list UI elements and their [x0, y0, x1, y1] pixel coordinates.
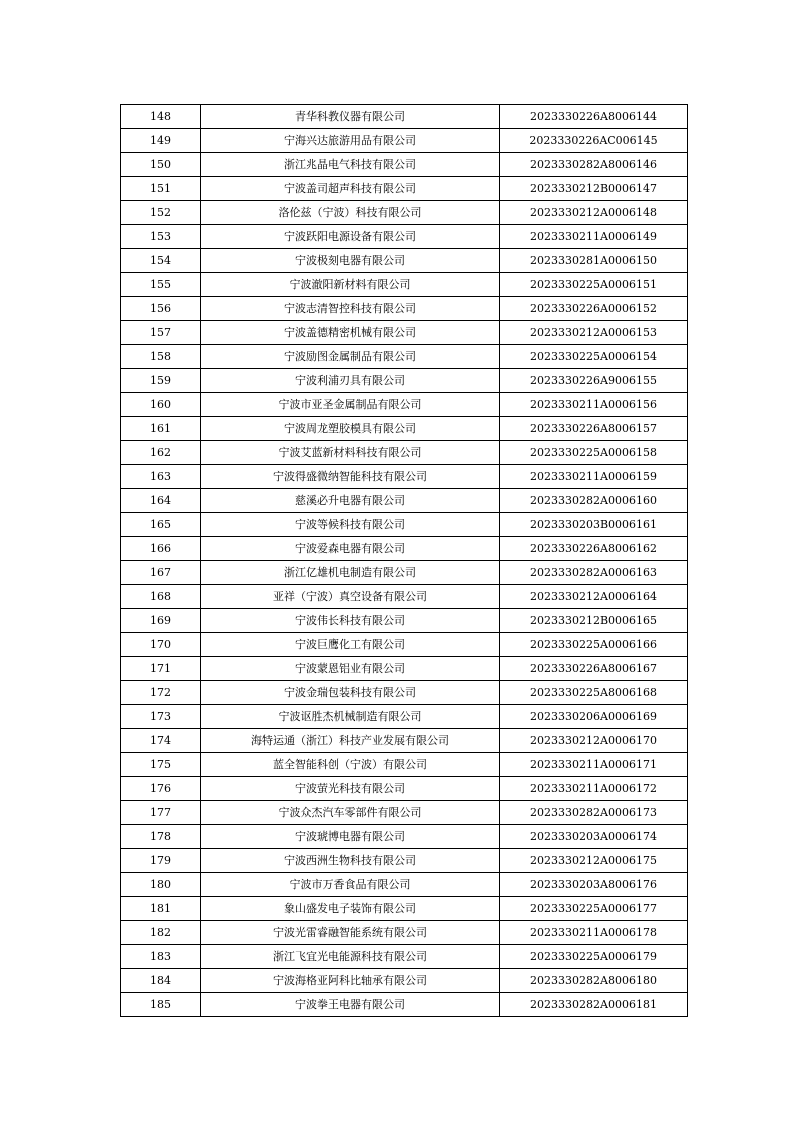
table-row	[121, 489, 688, 513]
registration-code: 2023330226AC006145	[500, 129, 688, 153]
table-row	[121, 585, 688, 609]
row-number: 159	[121, 369, 201, 393]
company-name: 宁波巨鹰化工有限公司	[201, 633, 500, 657]
company-name: 宁波市万香食品有限公司	[201, 873, 500, 897]
row-number: 185	[121, 993, 201, 1017]
company-name: 宁波西洲生物科技有限公司	[201, 849, 500, 873]
company-name: 宁波市亚圣金属制品有限公司	[201, 393, 500, 417]
table-row	[121, 825, 688, 849]
company-name: 亚祥（宁波）真空设备有限公司	[201, 585, 500, 609]
table-row	[121, 993, 688, 1017]
row-number: 165	[121, 513, 201, 537]
company-name: 宁波伟长科技有限公司	[201, 609, 500, 633]
company-name: 宁波讴胜杰机械制造有限公司	[201, 705, 500, 729]
table-row	[121, 873, 688, 897]
row-number: 174	[121, 729, 201, 753]
row-number: 177	[121, 801, 201, 825]
company-name: 宁波利浦刃具有限公司	[201, 369, 500, 393]
registration-code: 2023330226A8006162	[500, 537, 688, 561]
row-number: 163	[121, 465, 201, 489]
company-name: 宁海兴达旅游用品有限公司	[201, 129, 500, 153]
company-name: 宁波金瑞包装科技有限公司	[201, 681, 500, 705]
company-name: 宁波艾蓝新材料科技有限公司	[201, 441, 500, 465]
registration-code: 2023330225A0006158	[500, 441, 688, 465]
company-name: 青华科教仪器有限公司	[201, 105, 500, 129]
table-row	[121, 801, 688, 825]
company-name: 宁波海格亚阿科比轴承有限公司	[201, 969, 500, 993]
row-number: 168	[121, 585, 201, 609]
row-number: 152	[121, 201, 201, 225]
row-number: 150	[121, 153, 201, 177]
registration-code: 2023330282A0006173	[500, 801, 688, 825]
registration-code: 2023330225A0006179	[500, 945, 688, 969]
company-name: 象山盛发电子装饰有限公司	[201, 897, 500, 921]
row-number: 160	[121, 393, 201, 417]
table-row	[121, 225, 688, 249]
registration-code: 2023330212A0006164	[500, 585, 688, 609]
row-number: 164	[121, 489, 201, 513]
company-name: 宁波志清智控科技有限公司	[201, 297, 500, 321]
table-row	[121, 897, 688, 921]
row-number: 167	[121, 561, 201, 585]
registration-code: 2023330281A0006150	[500, 249, 688, 273]
row-number: 155	[121, 273, 201, 297]
registration-code: 2023330225A8006168	[500, 681, 688, 705]
row-number: 171	[121, 657, 201, 681]
company-name: 宁波拳王电器有限公司	[201, 993, 500, 1017]
company-name: 宁波得盛微纳智能科技有限公司	[201, 465, 500, 489]
table-row	[121, 561, 688, 585]
company-name: 慈溪必升电器有限公司	[201, 489, 500, 513]
table-row	[121, 345, 688, 369]
registration-code: 2023330225A0006151	[500, 273, 688, 297]
row-number: 172	[121, 681, 201, 705]
row-number: 149	[121, 129, 201, 153]
registration-code: 2023330282A0006160	[500, 489, 688, 513]
row-number: 182	[121, 921, 201, 945]
registration-code: 2023330226A9006155	[500, 369, 688, 393]
row-number: 156	[121, 297, 201, 321]
registration-code: 2023330225A0006154	[500, 345, 688, 369]
registration-code: 2023330203B0006161	[500, 513, 688, 537]
company-name: 宁波光雷睿融智能系统有限公司	[201, 921, 500, 945]
row-number: 180	[121, 873, 201, 897]
company-name: 宁波琥博电器有限公司	[201, 825, 500, 849]
table-row	[121, 201, 688, 225]
row-number: 158	[121, 345, 201, 369]
registration-code: 2023330211A0006156	[500, 393, 688, 417]
table-row	[121, 849, 688, 873]
company-name: 宁波周龙塑胶模具有限公司	[201, 417, 500, 441]
table-row	[121, 273, 688, 297]
registration-code: 2023330225A0006177	[500, 897, 688, 921]
registration-code: 2023330226A8006157	[500, 417, 688, 441]
table-row	[121, 969, 688, 993]
company-name: 浙江兆晶电气科技有限公司	[201, 153, 500, 177]
row-number: 154	[121, 249, 201, 273]
company-name: 宁波众杰汽车零部件有限公司	[201, 801, 500, 825]
registration-code: 2023330282A8006146	[500, 153, 688, 177]
table-row	[121, 609, 688, 633]
company-name: 宁波盖司超声科技有限公司	[201, 177, 500, 201]
table-row	[121, 177, 688, 201]
table-row	[121, 513, 688, 537]
company-name: 洛伦兹（宁波）科技有限公司	[201, 201, 500, 225]
row-number: 170	[121, 633, 201, 657]
company-name: 宁波励图金属制品有限公司	[201, 345, 500, 369]
company-name: 蓝全智能科创（宁波）有限公司	[201, 753, 500, 777]
registration-code: 2023330212A0006153	[500, 321, 688, 345]
registration-code: 2023330211A0006172	[500, 777, 688, 801]
table-row	[121, 681, 688, 705]
company-name: 宁波蒙恩铝业有限公司	[201, 657, 500, 681]
table-row	[121, 465, 688, 489]
registration-code: 2023330226A8006144	[500, 105, 688, 129]
row-number: 157	[121, 321, 201, 345]
row-number: 166	[121, 537, 201, 561]
table-row	[121, 777, 688, 801]
company-name: 宁波盖德精密机械有限公司	[201, 321, 500, 345]
row-number: 148	[121, 105, 201, 129]
row-number: 153	[121, 225, 201, 249]
company-name: 宁波极刻电器有限公司	[201, 249, 500, 273]
table-row	[121, 441, 688, 465]
registration-code: 2023330226A0006152	[500, 297, 688, 321]
company-name: 宁波澈阳新材料有限公司	[201, 273, 500, 297]
registration-code: 2023330211A0006149	[500, 225, 688, 249]
registration-code: 2023330211A0006171	[500, 753, 688, 777]
registration-code: 2023330212A0006175	[500, 849, 688, 873]
table-row	[121, 921, 688, 945]
table-row	[121, 297, 688, 321]
company-name: 宁波爱森电器有限公司	[201, 537, 500, 561]
row-number: 184	[121, 969, 201, 993]
registration-code: 2023330212B0006165	[500, 609, 688, 633]
registration-code: 2023330212A0006170	[500, 729, 688, 753]
company-registry-table	[120, 104, 688, 1017]
row-number: 173	[121, 705, 201, 729]
row-number: 175	[121, 753, 201, 777]
registration-code: 2023330225A0006166	[500, 633, 688, 657]
row-number: 161	[121, 417, 201, 441]
table-row	[121, 753, 688, 777]
row-number: 179	[121, 849, 201, 873]
company-name: 海特运通（浙江）科技产业发展有限公司	[201, 729, 500, 753]
table-row	[121, 417, 688, 441]
registration-code: 2023330206A0006169	[500, 705, 688, 729]
table-row	[121, 393, 688, 417]
registration-code: 2023330203A8006176	[500, 873, 688, 897]
company-name: 浙江飞宜光电能源科技有限公司	[201, 945, 500, 969]
row-number: 178	[121, 825, 201, 849]
registration-code: 2023330211A0006178	[500, 921, 688, 945]
registration-code: 2023330226A8006167	[500, 657, 688, 681]
table-row	[121, 105, 688, 129]
table-row	[121, 321, 688, 345]
registration-code: 2023330282A8006180	[500, 969, 688, 993]
registration-code: 2023330212B0006147	[500, 177, 688, 201]
table-row	[121, 537, 688, 561]
row-number: 169	[121, 609, 201, 633]
row-number: 151	[121, 177, 201, 201]
table-row	[121, 729, 688, 753]
registration-code: 2023330212A0006148	[500, 201, 688, 225]
row-number: 181	[121, 897, 201, 921]
table-row	[121, 129, 688, 153]
company-name: 宁波萤光科技有限公司	[201, 777, 500, 801]
table-row	[121, 249, 688, 273]
table-row	[121, 369, 688, 393]
row-number: 183	[121, 945, 201, 969]
company-name: 宁波跃阳电源设备有限公司	[201, 225, 500, 249]
registration-code: 2023330203A0006174	[500, 825, 688, 849]
table-row	[121, 705, 688, 729]
row-number: 176	[121, 777, 201, 801]
row-number: 162	[121, 441, 201, 465]
company-name: 浙江亿雄机电制造有限公司	[201, 561, 500, 585]
table-row	[121, 657, 688, 681]
table-body	[121, 105, 688, 1017]
table-row	[121, 945, 688, 969]
registration-code: 2023330282A0006181	[500, 993, 688, 1017]
registration-code: 2023330282A0006163	[500, 561, 688, 585]
table-row	[121, 153, 688, 177]
table-row	[121, 633, 688, 657]
company-name: 宁波等候科技有限公司	[201, 513, 500, 537]
registration-code: 2023330211A0006159	[500, 465, 688, 489]
